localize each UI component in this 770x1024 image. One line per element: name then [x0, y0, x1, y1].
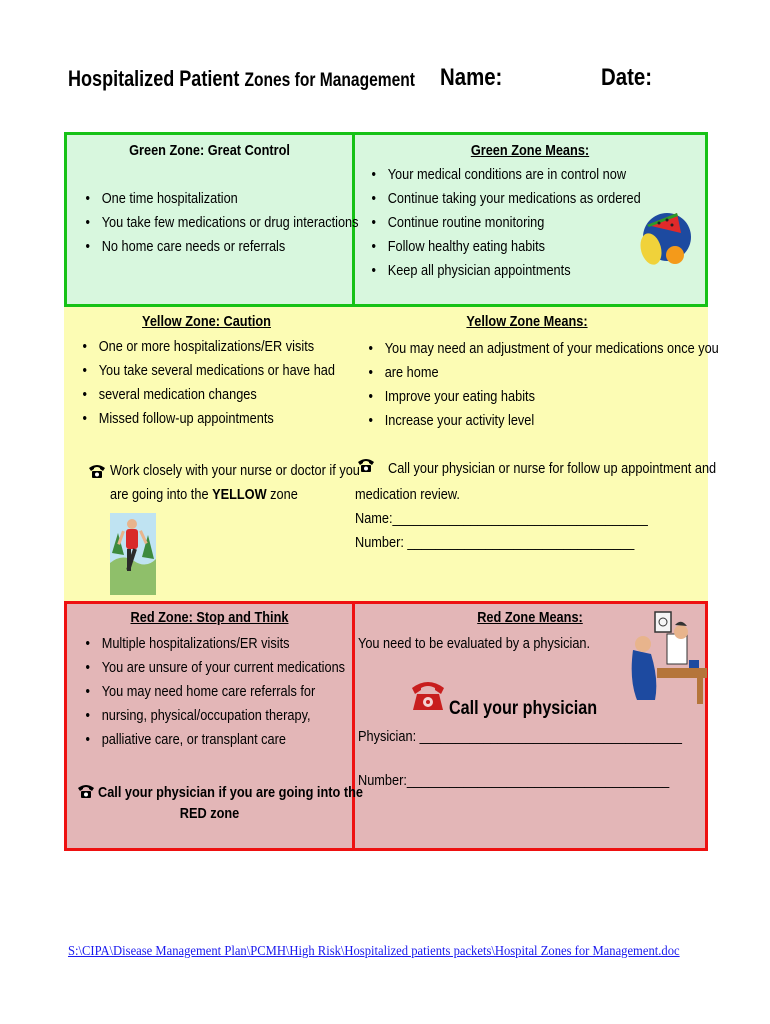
red-zone-title: Red Zone: Stop and Think [130, 609, 289, 626]
yellow-means-title: Yellow Zone Means: [466, 313, 588, 330]
red-means-subtitle: You need to be evaluated by a physician. [358, 635, 591, 652]
phone-icon [357, 457, 375, 473]
list-item-continuation: • palliative care, or transplant care [83, 728, 345, 752]
list-item: • Continue taking your medications as ordered [369, 187, 641, 211]
name-field[interactable]: Name:____________________________________ [355, 510, 648, 527]
red-phone-icon [410, 678, 446, 717]
doctor-icon [627, 610, 709, 711]
list-item: • You take several medications or have had [80, 359, 335, 383]
yellow-zone-list [80, 335, 335, 431]
page-title [68, 66, 415, 92]
list-item: • No home care needs or referrals [83, 235, 359, 259]
physician-field[interactable]: Physician: _____________________________________ [358, 728, 683, 745]
list-item: • Improve your eating habits [366, 385, 719, 409]
yellow-call-line2: are going into the YELLOW zone [110, 486, 298, 503]
list-item-continuation: • are home [366, 361, 719, 385]
phone-icon [88, 463, 106, 479]
green-zone-title: Green Zone: Great Control [129, 142, 290, 159]
red-call-line1: Call your physician if you are going into the [98, 784, 363, 801]
list-item-continuation: • several medication changes [80, 383, 335, 407]
red-call-line2: RED zone [179, 805, 240, 822]
yellow-means-list [366, 337, 719, 433]
file-path-link[interactable]: S:\CIPA\Disease Management Plan\PCMH\High Risk\Hospitalized patients packets\Hospital Zones for Management.doc [68, 944, 680, 959]
list-item: • You are unsure of your current medications [83, 656, 345, 680]
call-physician-heading: Call your physician [449, 698, 598, 719]
fruit-plate-icon [637, 203, 693, 278]
green-zone-list [83, 187, 359, 259]
yellow-call-physician-line2: medication review. [355, 486, 460, 503]
red-zone [64, 601, 708, 851]
green-zone [64, 132, 708, 307]
red-zone-list [83, 632, 345, 752]
list-item: • You may need an adjustment of your medications once you [366, 337, 719, 361]
yellow-zone-title: Yellow Zone: Caution [142, 313, 271, 330]
date-label: Date: [601, 64, 653, 91]
list-item-continuation: • nursing, physical/occupation therapy, [83, 704, 345, 728]
red-means-title: Red Zone Means: [477, 609, 583, 626]
number-field[interactable]: Number: ________________________________ [355, 534, 635, 551]
title-part1: Hospitalized Patient [68, 66, 240, 91]
title-part2: Zones for Management [244, 70, 415, 91]
yellow-zone [64, 307, 719, 602]
list-item: • Multiple hospitalizations/ER visits [83, 632, 345, 656]
list-item: • Keep all physician appointments [369, 259, 641, 283]
list-item: • You may need home care referrals for [83, 680, 345, 704]
list-item: • One time hospitalization [83, 187, 359, 211]
name-label: Name: [440, 64, 503, 91]
yellow-call-line1: Work closely with your nurse or doctor if you [110, 462, 360, 479]
list-item: • You take few medications or drug interactions [83, 211, 359, 235]
list-item: • Increase your activity level [366, 409, 719, 433]
zone-divider [352, 604, 355, 848]
green-means-title: Green Zone Means: [470, 142, 590, 159]
list-item: • Continue routine monitoring [369, 211, 641, 235]
list-item: • One or more hospitalizations/ER visits [80, 335, 335, 359]
phone-icon [77, 783, 95, 799]
green-means-list [369, 163, 641, 283]
list-item: • Missed follow-up appointments [80, 407, 335, 431]
yellow-call-physician-line1: Call your physician or nurse for follow up appointment and [388, 460, 717, 477]
red-number-field[interactable]: Number:_____________________________________ [358, 772, 670, 789]
list-item: • Follow healthy eating habits [369, 235, 641, 259]
list-item: • Your medical conditions are in control now [369, 163, 641, 187]
jogger-icon [110, 513, 156, 600]
